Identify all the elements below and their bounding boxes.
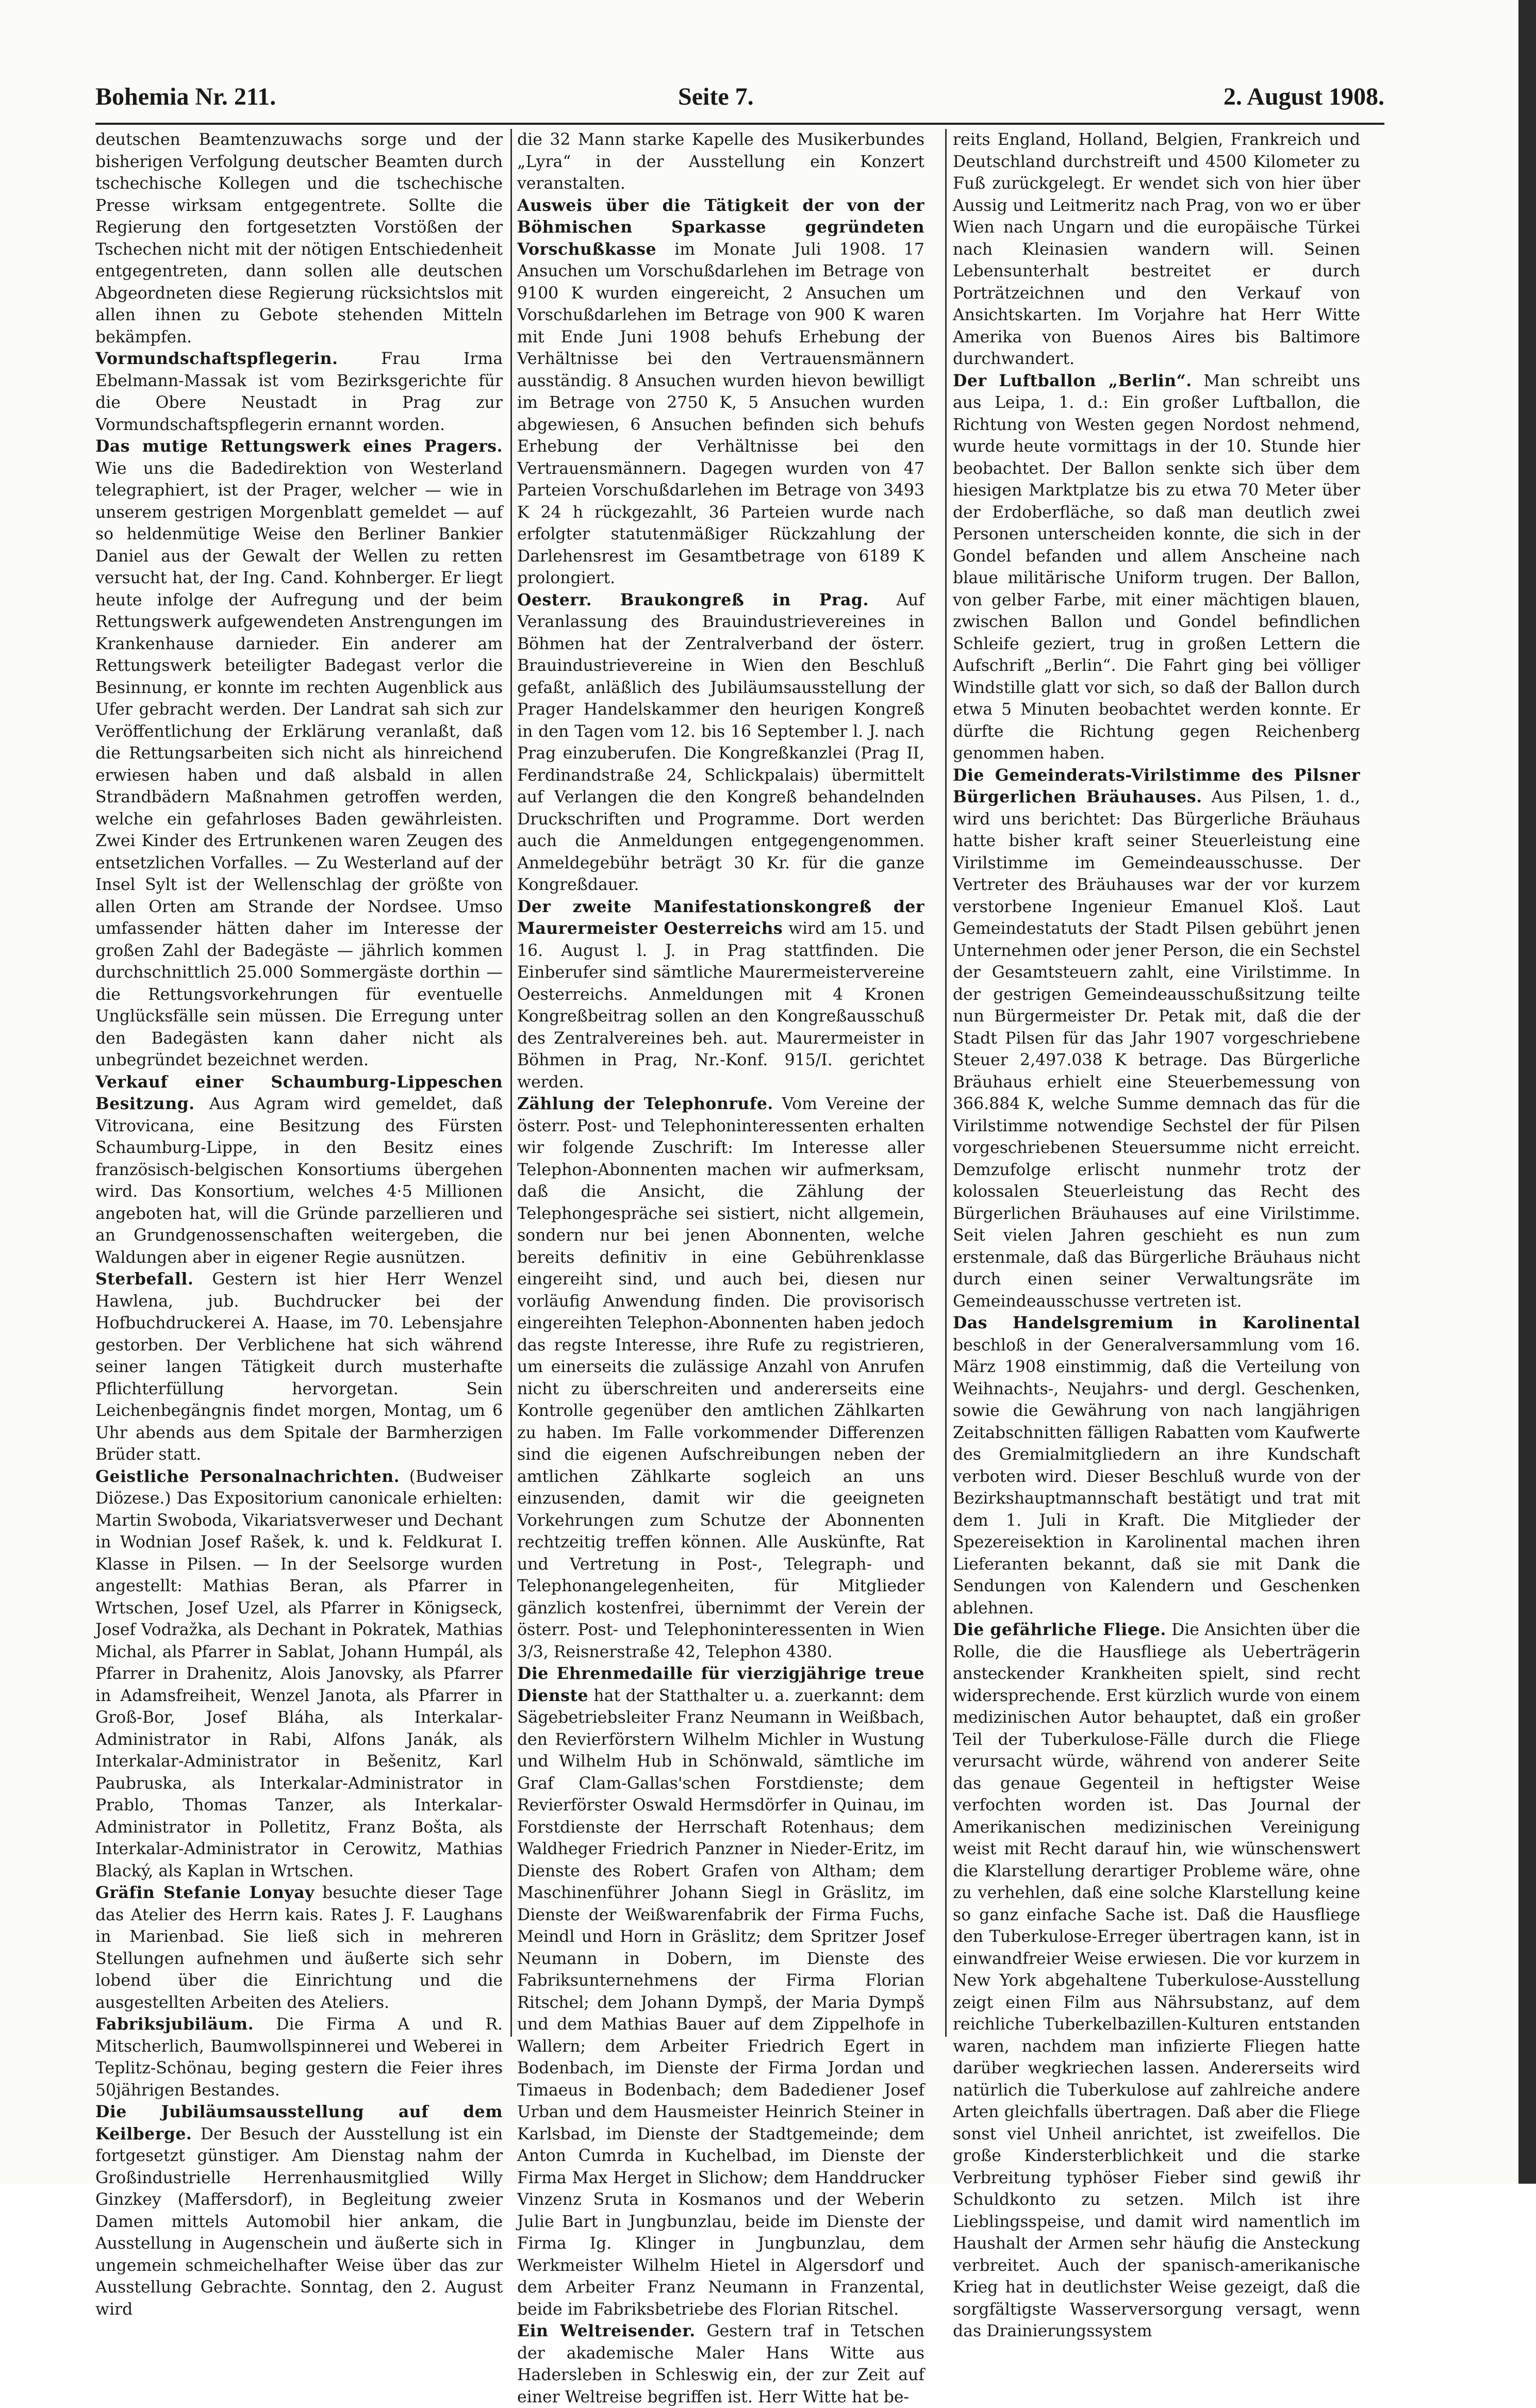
article — [95, 1466, 503, 1883]
article — [517, 195, 924, 589]
article-text: die 32 Mann starke Kapelle des Musikerbundes „Lyra“ in der Ausstellung ein Konzert veranstalten. — [517, 130, 924, 193]
article-text: Aus Pilsen, 1. d., wird uns berichtet: Das Bürgerliche Bräuhaus hatte bisher kraft seiner Steuerleistung eine Virilstimme im Gemeindeausschusse. Der Vertreter des Bräuhauses war der vor kurzem verstorbene Ingenieur Emanuel Kloš. Laut Gemeindestatuts der Stadt Pilsen gebührt jenen Unternehmen oder jener Person, die ein Sechstel der Gesamtsteuern zahlt, eine Virilstimme. In der gestrigen Gemeindeausschußsitzung teilte nun Bürgermeister Dr. Petak mit, daß die der Stadt Pilsen für das Jahr 1907 vorgeschriebene Steuer 2,497.038 K betrage. Das Bürgerliche Bräuhaus erhielt eine Steuerbemessung von 366.884 K, welche Summe demnach das für die Virilstimme notwendige Sechstel der für Pilsen vorgeschriebenen Steuersumme nicht erreicht. Demzufolge erlischt nunmehr trotz der kolossalen Steuerleistung das Recht des Bürgerlichen Bräuhauses auf eine Virilstimme. Seit vielen Jahren geschieht es nun zum erstenmale, daß das Bürgerliche Bräuhaus nicht durch einen seiner Verwaltungsräte im Gemeindeausschusse vertreten ist. — [953, 788, 1361, 1311]
article — [95, 2014, 503, 2101]
article-text: Die Ansichten über die Rolle, die die Hausfliege als Ueberträgerin ansteckender Krankheiten spielt, sind recht widersprechende. Erst kürzlich wurde von einem medizinischen Autor behauptet, daß ein großer Teil der Tuberkulose-Fälle durch die Fliege verursacht würde, während von anderer Seite das genaue Gegenteil in heftigster Weise verfochten worden ist. Das Journal der Amerikanischen medizinischen Vereinigung weist mit Recht darauf hin, wie wünschenswert die Klarstellung derartiger Probleme wäre, ohne zu verhehlen, daß eine solche Klarstellung keine so ganz einfache Sache ist. Daß die Hausfliege den Tuberkulose-Erreger übertragen kann, ist in einwandfreier Weise erwiesen. Die vor kurzem in New York abgehaltene Tuberkulose-Ausstellung zeigt einen Film aus Nährsubstanz, auf dem reichliche Tuberkelbazillen-Kulturen entstanden waren, nachdem man infizierte Fliegen hatte darüber wegkriechen lassen. Andererseits wird natürlich die Tuberkulose auf zahlreiche andere Arten gleichfalls übertragen. Daß aber die Fliege sonst viel Unheil anrichtet, ist zweifellos. Die große Kindersterblichkeit und die starke Verbreitung typhöser Fieber sind gewiß ihr Schuldkonto zu setzen. Milch ist ihre Lieblingsspeise, und damit wird namentlich im Haushalt der Armen sehr häufig die Ansteckung verbreitet. Auch der spanisch-amerikanische Krieg hat in deutlichster Weise gezeigt, daß die sorgfältigste Wasserversorgung versagt, wenn das Drainierungssystem — [953, 1621, 1360, 2340]
article — [517, 129, 924, 195]
header-publication: Bohemia Nr. 211. — [95, 83, 276, 110]
article-text: Gestern ist hier Herr Wenzel Hawlena, jub. Buchdrucker bei der Hofbuchdruckerei A. Haase, im 70. Lebensjahre gestorben. Der Verblichene hat sich während seiner langen Tätigkeit durch musterhafte Pflichterfüllung hervorgetan. Sein Leichenbegängnis findet morgen, Montag, um 6 Uhr abends aus dem Spitale der Barmherzigen Brüder statt. — [95, 1270, 503, 1464]
article — [953, 370, 1360, 765]
article — [517, 896, 924, 1094]
article — [95, 1071, 503, 1269]
article — [517, 1663, 924, 2320]
article-text: Frau Irma Ebelmann-Massak ist vom Bezirksgerichte für die Obere Neustadt in Prag zur Vormundschaftspflegerin ernannt worden. — [95, 350, 503, 434]
article — [953, 765, 1360, 1313]
article-text: Aus Agram wird gemeldet, daß Vitrovicana, eine Besitzung des Fürsten Schaumburg-Lippe, in den Besitz eines französisch-belgischen Konsortiums übergehen wird. Das Konsortium, welches 4·5 Millionen angeboten hat, will die Gründe parzellieren und an Grundgenossenschaften weitergeben, die Waldungen aber in eigener Regie ausnützen. — [95, 1095, 503, 1267]
article-heading: Sterbefall. — [95, 1269, 194, 1289]
column-2 — [517, 129, 925, 2406]
article — [95, 2101, 503, 2320]
article-text: Der Besuch der Ausstellung ist ein fortgesetzt günstiger. Am Dienstag nahm der Großindustrielle Herrenhausmitglied Willy Ginzkey (Maffersdorf), in Begleitung zweier Damen mittels Automobil hier ankam, die Ausstellung in Augenschein und äußerte sich in ungemein schmeichelhafter Weise über das zur Ausstellung Gebrachte. Sonntag, den 2. August wird — [95, 2124, 503, 2319]
article-heading: Das Handelsgremium in Karolinental — [953, 1313, 1360, 1332]
article-text: Auf Veranlassung des Brauindustrievereines in Böhmen hat der Zentralverband der österr. Brauindustrievereine in Wien den Beschluß gefaßt, anläßlich des Jubiläumsausstellung der Prager Handelskammer den heurigen Kongreß in den Tagen vom 12. bis 16 September l. J. nach Prag einzuberufen. Die Kongreßkanzlei (Prag II, Ferdinandstraße 24, Schlickpalais) übermittelt auf Verlangen die den Kongreß behandelnden Druckschriften und Programme. Dort werden auch die Anmeldungen entgegengenommen. Anmeldegebühr beträgt 30 Kr. für die ganze Kongreßdauer. — [517, 590, 924, 894]
article — [95, 1882, 503, 2014]
article-heading: Vormundschaftspflegerin. — [95, 349, 338, 368]
article-heading: Ein Weltreisender. — [517, 2321, 696, 2340]
article — [953, 1619, 1360, 2343]
article-text: Vom Vereine der österr. Post- und Telephoninteressenten erhalten wir folgende Zuschrift: Im Interesse aller Telephon-Abonnenten machen wir aufmerksam, daß die Ansicht, die Zählung der Telephongespräche sei sistiert, nicht allgemein, sondern nur bei jenen Abonnenten, welche bereits definitiv in eine Gebührenklasse eingereiht sind, und auch bei, diesen nur vorläufig Anwendung finden. Die provisorisch eingereihten Telephon-Abonnenten haben jedoch das regste Interesse, ihre Rufe zu registrieren, um einerseits die zulässige Anzahl von Anrufen nicht zu überschreiten und andererseits eine Kontrolle gegenüber den amtlichen Zählkarten zu haben. Im Falle vorkommender Differenzen sind die eigenen Aufschreibungen neben der amtlichen Zählkarte sogleich an uns einzusenden, damit wir die geeigneten Vorkehrungen zum Schutze der Abonnenten rechtzeitig treffen können. Alle Auskünfte, Rat und Vertretung in Post-, Telegraph- und Telephonangelegenheiten, für Mitglieder gänzlich kostenfrei, übernimmt der Verein der österr. Post- und Telephoninteressenten in Wien 3/3, Reisnerstraße 42, Telephon 4380. — [517, 1095, 924, 1661]
column-rule — [945, 129, 947, 2037]
article-heading: Die Jubiläumsausstellung auf dem Keilberge. — [95, 2102, 503, 2143]
article-text: beschloß in der Generalversammlung vom 16. März 1908 einstimmig, daß die Verteilung von Weihnachts-, Neujahrs- und dergl. Geschenken, sowie die Gewährung von nach langjährigen Zeitabschnitten fälligen Rabatten vom Kaufwerte des Gremialmitgliedern an ihre Kundschaft verboten wird. Dieser Beschluß wurde von der Bezirkshauptmannschaft bestätigt und trat mit dem 1. Juli in Kraft. Die Mitglieder der Spezereisektion in Karolinental machen ihren Lieferanten bekannt, daß sie mit Dank die Sendungen von Kalendern und Geschenken ablehnen. — [953, 1335, 1360, 1618]
article-text: Die Firma A und R. Mitscherlich, Baumwollspinnerei und Weberei in Teplitz-Schönau, beging gestern die Feier ihres 50jährigen Bestandes. — [95, 2015, 503, 2100]
column-3 — [953, 129, 1361, 2340]
article-text: Gestern traf in Tetschen der akademische Maler Hans Witte aus Hadersleben in Schleswig ein, der zur Zeit auf einer Weltreise begriffen ist. Herr Witte hat be- — [517, 2322, 925, 2406]
article-heading: Die Gemeinderats-Virilstimme des Pilsner Bürgerlichen Bräuhauses. — [953, 765, 1360, 806]
article — [953, 1312, 1360, 1619]
article — [517, 1093, 924, 1663]
article — [95, 348, 503, 436]
article-heading: Geistliche Personalnachrichten. — [95, 1466, 400, 1486]
article — [517, 2320, 924, 2408]
article-heading: Oesterr. Braukongreß in Prag. — [517, 590, 869, 609]
article-heading: Die Ehrenmedaille für vierzigjährige treue Dienste — [517, 1664, 924, 1705]
scan-edge — [1518, 0, 1536, 2184]
page-header — [95, 78, 1384, 114]
article-heading: Fabriksjubiläum. — [95, 2015, 254, 2034]
article-text: Man schreibt uns aus Leipa, 1. d.: Ein großer Luftballon, die Richtung von Westen gegen Nordost nehmend, wurde heute vormittags in der 10. Stunde hier beobachtet. Der Ballon senkte sich über dem hiesigen Marktplatze bis zu etwa 70 Meter über der Erdoberfläche, so daß man deutlich zwei Personen unterscheiden konnte, die sich in der Gondel befanden und allem Anscheine nach blaue militärische Uniform trugen. Der Ballon, von gelber Farbe, mit einer mächtigen blauen, zwischen Ballon und Gondel befindlichen Schleife geziert, trug in großen Lettern die Aufschrift „Berlin“. Die Fahrt ging bei völliger Windstille glatt vor sich, so daß der Ballon durch etwa 5 Minuten beobachtet werden konnte. Er dürfte die Richtung gegen Reichenberg genommen haben. — [953, 371, 1360, 763]
article-heading: Der Luftballon „Berlin“. — [953, 371, 1192, 390]
header-page-number: Seite 7. — [678, 83, 754, 110]
article — [953, 129, 1360, 370]
column-1 — [95, 129, 503, 2319]
header-date: 2. August 1908. — [1223, 83, 1384, 110]
article-text: besuchte dieser Tage das Atelier des Herrn kais. Rates J. F. Laughans in Marienbad. Sie ließ sich in mehreren Stellungen aufnehmen und äußerte sich sehr lobend über die Einrichtung und die ausgestellten Arbeiten des Ateliers. — [95, 1884, 503, 2012]
article-text: hat der Statthalter u. a. zuerkannt: dem Sägebetriebsleiter Franz Neumann in Weißbach, den Revierförstern Wilhelm Michler in Wustung und Wilhelm Hub in Schönwald, sämtliche im Graf Clam-Gallas'schen Forstdienste; dem Revierförster Oswald Hermsdörfer in Quinau, im Forstdienste der Herrschaft Rotenhaus; dem Waldheger Friedrich Panzner in Nieder-Eritz, im Dienste des Robert Grafen von Altham; dem Maschinenführer Johann Siegl in Gräslitz, im Dienste der Weißwarenfabrik der Firma Fuchs, Meindl und Horn in Gräslitz; dem Spritzer Josef Neumann in Dobern, im Dienste des Fabriksunternehmens der Firma Florian Ritschel; dem Johann Dympš, der Maria Dympš und dem Mathias Bauer auf dem Zippelhofe in Wallern; dem Arbeiter Friedrich Egert in Bodenbach, im Dienste der Firma Jordan und Timaeus in Bodenbach; dem Badediener Josef Urban und dem Hausmeister Heinrich Steiner in Karlsbad, im Dienste der Stadtgemeinde; dem Anton Cumrda in Kuchelbad, im Dienste der Firma Max Herget in Slichow; dem Handdrucker Vinzenz Sruta in Kosmanos und der Weberin Julie Bart in Jungbunzlau, beide im Dienste der Firma Ig. Klinger in Jungbunzlau, dem Werkmeister Wilhelm Hietel in Algersdorf und dem Arbeiter Franz Neumann in Franzental, beide im Fabriksbetriebe des Florian Ritschel. — [517, 1686, 924, 2319]
article-heading: Der zweite Manifestationskongreß der Maurermeister Oesterreichs — [517, 897, 924, 938]
article — [95, 129, 503, 348]
article — [95, 436, 503, 1071]
article — [95, 1268, 503, 1466]
article-heading: Ausweis über die Tätigkeit der von der Böhmischen Sparkasse gegründeten Vorschußkasse — [517, 195, 924, 259]
header-rule — [95, 123, 1384, 125]
article-text: deutschen Beamtenzuwachs sorge und der bisherigen Verfolgung deutscher Beamten durch tschechische Kollegen und die tschechische Presse wirksam entgegentrete. Sollte die Regierung den fortgesetzten Vorstößen der Tschechen nicht mit der nötigen Entschiedenheit entgegentreten, dann sollen alle deutschen Abgeordneten diese Regierung rücksichtslos mit allen ihnen zu Gebote stehenden Mitteln bekämpfen. — [95, 130, 503, 347]
article-heading: Zählung der Telephonrufe. — [517, 1094, 773, 1113]
article-text: im Monate Juli 1908. 17 Ansuchen um Vorschußdarlehen im Betrage von 9100 K wurden eingereicht, 2 Ansuchen um Vorschußdarlehen im Betrage von 900 K waren mit Ende Juni 1908 behufs Erhebung der Verhältnisse bei den Vertrauensmännern ausständig. 8 Ansuchen wurden hievon bewilligt im Betrage von 2750 K, 5 Ansuchen wurden abgewiesen, 6 Ansuchen befinden sich behufs Erhebung der Verhältnisse bei den Vertrauensmännern. Dagegen wurden von 47 Parteien Vorschußdarlehen im Betrage von 3493 K 24 h rückgezahlt, 36 Parteien wurde nach erfolgter statutenmäßiger Rückzahlung der Darlehensrest im Gesamtbetrage von 6189 K prolongiert. — [517, 240, 925, 587]
article — [517, 589, 924, 896]
article-heading: Verkauf einer Schaumburg-Lippeschen Besitzung. — [95, 1072, 503, 1113]
article-text: reits England, Holland, Belgien, Frankreich und Deutschland durchstreift und 4500 Kilometer zu Fuß zurückgelegt. Er wendet sich von hier über Aussig und Leitmeritz nach Prag, von wo er über Wien nach Ungarn und die europäische Türkei nach Kleinasien wandern will. Seinen Lebensunterhalt bestreitet er durch Porträtzeichnen und den Verkauf von Ansichtskarten. Im Vorjahre hat Herr Witte Amerika von Buenos Aires bis Baltimore durchwandert. — [953, 130, 1360, 368]
article-heading: Das mutige Rettungswerk eines Pragers. — [95, 437, 503, 456]
article-heading: Die gefährliche Fliege. — [953, 1620, 1166, 1639]
column-rule — [510, 129, 512, 2037]
article-heading: Gräfin Stefanie Lonyay — [95, 1883, 315, 1902]
article-text: (Budweiser Diözese.) Das Expositorium canonicale erhielten: Martin Swoboda, Vikariatsverweser und Dechant in Wodnian Josef Rašek, k. und k. Feldkurat I. Klasse in Pilsen. — In der Seelsorge wurden angestellt: Mathias Beran, als Pfarrer in Wrtschen, Josef Uzel, als Pfarrer in Königseck, Josef Vodražka, als Dechant in Pokratek, Mathias Michal, als Pfarrer in Sablat, Johann Humpál, als Pfarrer in Drahenitz, Alois Janovsky, als Pfarrer in Adamsfreiheit, Wenzel Janota, als Pfarrer in Groß-Bor, Josef Bláha, als Interkalar-Administrator in Rabi, Alfons Janák, als Interkalar-Administrator in Bešenitz, Karl Paubruska, als Interkalar-Administrator in Prablo, Thomas Tanzer, als Interkalar-Administrator in Polletitz, Franz Bošta, als Interkalar-Administrator in Cerowitz, Mathias Blacký, als Kaplan in Wrtschen. — [95, 1467, 503, 1881]
article-text: wird am 15. und 16. August l. J. in Prag stattfinden. Die Einberufer sind sämtliche Maurermeistervereine Oesterreichs. Anmeldungen mit 4 Kronen Kongreßbeitrag sollen an den Kongreßausschuß des Zentralvereines beh. aut. Maurermeister in Böhmen in Prag, Nr.-Konf. 915/I. gerichtet werden. — [517, 919, 924, 1092]
article-text: Wie uns die Badedirektion von Westerland telegraphiert, ist der Prager, welcher — wie in unserem gestrigen Morgenblatt gemeldet — auf so heldenmütige Weise den Berliner Bankier Daniel aus der Gewalt der Wellen zu retten versucht hat, der Ing. Cand. Kohnberger. Er liegt heute infolge der Aufregung und der beim Rettungswerk aufgewendeten Anstrengungen im Krankenhause darnieder. Ein anderer am Rettungswerk beteiligter Badegast verlor die Besinnung, er konnte im rechten Augenblick aus Ufer gebracht werden. Der Landrat sah sich zur Veröffentlichung der Erklärung veranlaßt, daß die Rettungsarbeiten sich nicht als hinreichend erwiesen haben und daß alsbald in allen Strandbädern Maßnahmen getroffen werden, welche ein gefahrloses Baden gewährleisten. Zwei Kinder des Ertrunkenen waren Zeugen des entsetzlichen Vorfalles. — Zu Westerland auf der Insel Sylt ist der Wellenschlag der größte von allen Orten am Strande der Nordsee. Umso umfassender hätten daher im Interesse der großen Zahl der Badegäste — jährlich kommen durchschnittlich 25.000 Sommergäste dorthin — die Rettungsvorkehrungen für eventuelle Unglücksfälle sein müssen. Die Erregung unter den Badegästen kann daher nicht als unbegründet bezeichnet werden. — [95, 459, 503, 1069]
